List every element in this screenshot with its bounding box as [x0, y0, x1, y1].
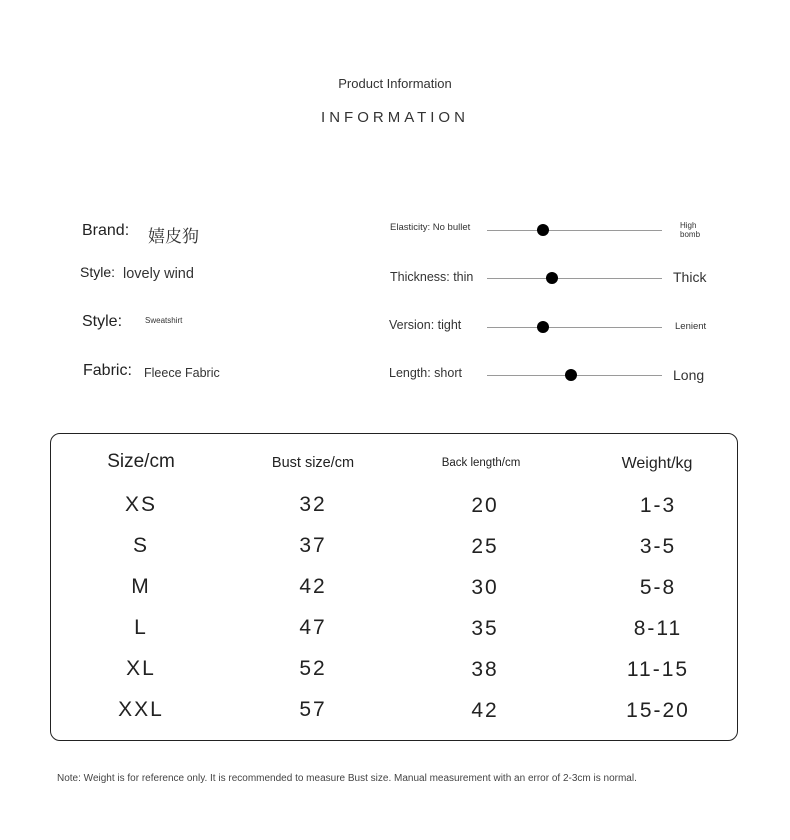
- cell-weight: 1-3: [639, 494, 677, 517]
- cell-weight: 8-11: [633, 617, 683, 640]
- cell-back-length: 38: [471, 658, 499, 681]
- cell-weight: 11-15: [626, 658, 690, 681]
- scale-end-thickness: Thick: [673, 269, 707, 285]
- attribute-value-brand: 嬉皮狗: [148, 227, 199, 246]
- cell-size: XS: [124, 493, 157, 516]
- cell-size: S: [132, 534, 149, 557]
- cell-weight: 3-5: [639, 535, 677, 558]
- cell-back-length: 42: [471, 699, 499, 722]
- section-title: INFORMATION: [321, 109, 469, 126]
- attribute-label-style: Style:: [80, 264, 116, 280]
- scale-label-length: Length: short: [389, 366, 462, 380]
- sizing-note: Note: Weight is for reference only. It is recommended to measure Bust size. Manual measurement with an error of 2-3cm is normal.: [57, 773, 637, 784]
- scale-track-elasticity: [487, 230, 662, 231]
- table-header-weight: Weight/kg: [621, 455, 693, 472]
- attribute-label-fabric: Fabric:: [83, 362, 132, 379]
- attribute-value-style-type: Sweatshirt: [145, 316, 183, 325]
- cell-bust: 57: [299, 698, 327, 721]
- cell-bust: 42: [299, 575, 327, 598]
- scale-end-length: Long: [673, 367, 705, 383]
- cell-size: M: [131, 575, 151, 598]
- scale-track-thickness: [487, 278, 662, 279]
- table-header-bust: Bust size/cm: [271, 455, 355, 471]
- table-header-size: Size/cm: [107, 451, 175, 472]
- attribute-value-fabric: Fleece Fabric: [144, 366, 220, 380]
- cell-weight: 5-8: [639, 576, 677, 599]
- scale-marker-length: [565, 369, 577, 381]
- cell-back-length: 30: [471, 576, 499, 599]
- size-table: [50, 433, 738, 741]
- cell-bust: 52: [299, 657, 327, 680]
- cell-size: XL: [126, 657, 156, 680]
- table-header-back-length: Back length/cm: [441, 457, 521, 469]
- scale-marker-elasticity: [537, 224, 549, 236]
- scale-marker-thickness: [546, 272, 558, 284]
- attribute-label-brand: Brand:: [82, 222, 130, 239]
- cell-back-length: 25: [471, 535, 499, 558]
- cell-size: XXL: [118, 698, 164, 721]
- cell-bust: 32: [299, 493, 327, 516]
- scale-label-elasticity: Elasticity: No bullet: [390, 222, 471, 233]
- scale-track-version: [487, 327, 662, 328]
- scale-marker-version: [537, 321, 549, 333]
- cell-back-length: 20: [471, 494, 499, 517]
- scale-label-version: Version: tight: [389, 318, 462, 332]
- attribute-label-style-type: Style:: [82, 313, 123, 330]
- cell-weight: 15-20: [626, 699, 690, 722]
- scale-end-elasticity: High bomb: [680, 221, 701, 239]
- cell-back-length: 35: [471, 617, 499, 640]
- cell-size: L: [134, 616, 148, 639]
- scale-label-thickness: Thickness: thin: [390, 270, 474, 284]
- attribute-value-style: lovely wind: [123, 266, 194, 282]
- section-subtitle: Product Information: [338, 76, 452, 91]
- scale-end-version: Lenient: [675, 321, 707, 332]
- cell-bust: 47: [299, 616, 327, 639]
- cell-bust: 37: [299, 534, 327, 557]
